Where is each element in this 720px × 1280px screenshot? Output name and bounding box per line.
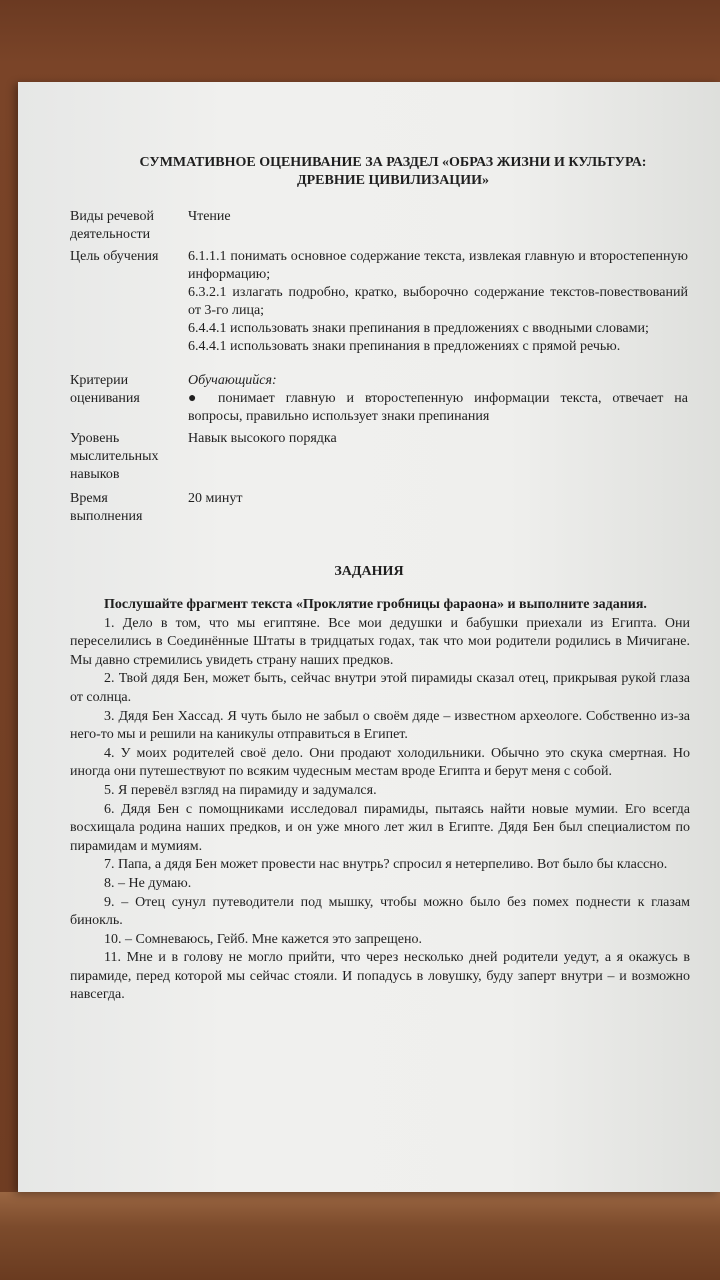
speech-label: Виды речевой деятельности xyxy=(70,209,154,242)
goal-item: 6.3.2.1 излагать подробно, кратко, выборочно содержание текстов-повествований от 3-го лица; xyxy=(188,285,688,318)
criteria-value xyxy=(188,372,688,426)
criteria-label: Критерии оценивания xyxy=(70,373,140,406)
bullet-icon: ● xyxy=(188,391,197,406)
goal-label: Цель обучения xyxy=(70,249,159,264)
goal-item: 6.1.1.1 понимать основное содержание текста, извлекая главную и второстепенную информацию; xyxy=(188,249,688,282)
time-value: 20 минут xyxy=(188,491,243,506)
paragraph: 4. У моих родителей своё дело. Они продают холодильники. Обычно это скука смертная. Но иногда они путешествуют по всяким чудесным местам вроде Египта и берут меня с собой. xyxy=(70,745,690,780)
document-title: СУММАТИВНОЕ ОЦЕНИВАНИЕ ЗА РАЗДЕЛ «ОБРАЗ ЖИЗНИ И КУЛЬТУРА: ДРЕВНИЕ ЦИВИЛИЗАЦИИ» xyxy=(139,155,647,188)
section-title: ЗАДАНИЯ xyxy=(334,564,404,579)
paragraph: 3. Дядя Бен Хассад. Я чуть было не забыл о своём дяде – известном археологе. Собственно из-за него-то мы и решили на каникулы отправиться в Египет. xyxy=(70,708,690,743)
speech-value: Чтение xyxy=(188,209,231,224)
paper-sheet xyxy=(18,82,720,1192)
table-surface xyxy=(0,1192,720,1280)
time-label: Время выполнения xyxy=(70,491,143,524)
goal-list xyxy=(188,248,688,356)
paragraph: 2. Твой дядя Бен, может быть, сейчас внутри этой пирамиды сказал отец, прикрывая рукой глаза от солнца. xyxy=(70,671,690,705)
paragraph: 10. – Сомневаюсь, Гейб. Мне кажется это запрещено. xyxy=(104,931,422,947)
goal-item: 6.4.4.1 использовать знаки препинания в предложениях с вводными словами; xyxy=(188,321,649,336)
paragraph: 6. Дядя Бен с помощниками исследовал пирамиды, пытаясь найти новые мумии. Его всегда восхищала родина наших предков, и он уже много лет жил в Египте. Дядя Бен был специалистом по пирамидам и мумиям. xyxy=(70,801,690,854)
criteria-text: понимает главную и второстепенную информации текста, отвечает на вопросы, правильно использует знаки препинания xyxy=(188,391,688,424)
paragraph: 1. Дело в том, что мы египтяне. Все мои дедушки и бабушки приехали из Египта. Они переселились в Соединённые Штаты в тридцатых годах, так что мои родители родились в Мичигане. Мы давно стремились увидеть страну наших предков. xyxy=(70,615,690,668)
paragraph: 8. – Не думаю. xyxy=(104,875,192,891)
paragraph: 7. Папа, а дядя Бен может провести нас внутрь? спросил я нетерпеливо. Вот было бы классно. xyxy=(104,857,668,873)
task-text xyxy=(70,596,690,1005)
instruction: Послушайте фрагмент текста «Проклятие гробницы фараона» и выполните задания. xyxy=(104,597,647,612)
paragraph: 9. – Отец сунул путеводители под мышку, чтобы можно было без помех поднести к глазам бинокль. xyxy=(70,894,690,929)
paragraph: 5. Я перевёл взгляд на пирамиду и задумался. xyxy=(104,782,377,798)
level-value: Навык высокого порядка xyxy=(188,431,337,446)
level-label: Уровень мыслительных навыков xyxy=(70,431,159,482)
paragraph: 11. Мне и в голову не могло прийти, что через несколько дней родители уедут, а я окажусь в пирамиде, перед которой мы сейчас стояли. И попадусь в ловушку, буду заперт внутри – и возможно навсегда. xyxy=(70,950,690,1003)
goal-item: 6.4.4.1 использовать знаки препинания в предложениях с прямой речью. xyxy=(188,339,621,354)
criteria-intro: Обучающийся: xyxy=(188,373,277,388)
